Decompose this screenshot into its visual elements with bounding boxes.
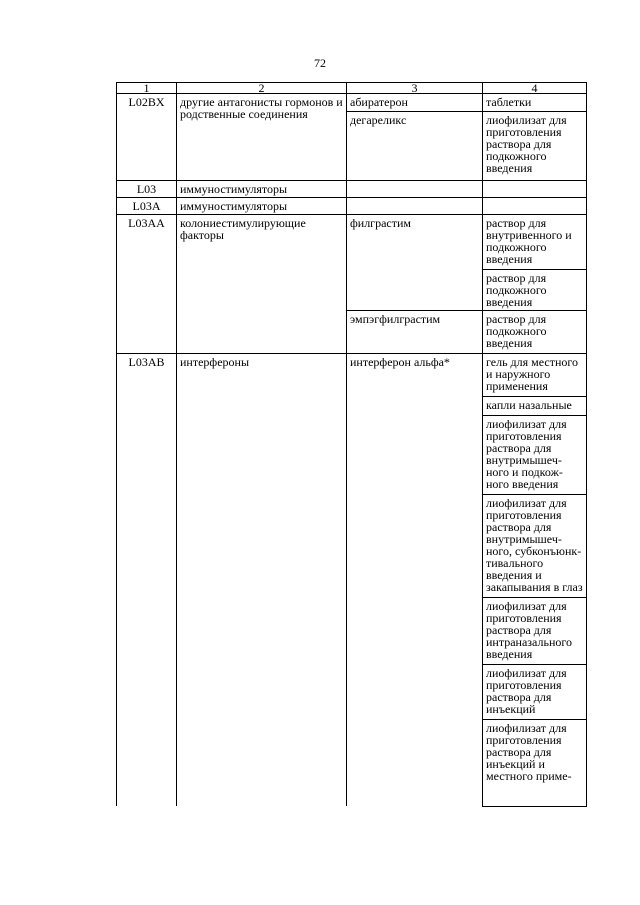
drug-name: эмпэгфилграстим — [347, 311, 483, 354]
page-number: 72 — [314, 56, 326, 70]
group-name: иммуностимуляторы — [177, 181, 347, 198]
atc-code: L03A — [117, 198, 177, 215]
table-row — [117, 198, 587, 215]
dosage-form: лиофилизат для приготовления раствора для инъекций — [483, 664, 586, 715]
group-name: интерфероны — [177, 354, 347, 807]
group-name: иммуностимуляторы — [177, 198, 347, 215]
group-name: другие антагонисты гормонов и родственные соединения — [177, 94, 347, 181]
dosage-form: раствор для внутривенного и подкожного введения — [486, 216, 572, 266]
dosage-form: лиофилизат для приготовления раствора для инъекций и местного приме- — [483, 719, 586, 782]
table-row — [117, 215, 587, 311]
atc-code: L03AA — [117, 215, 177, 354]
column-header-1: 1 — [117, 83, 177, 94]
dosage-form: лиофилизат для приготовления раствора для интраназального введения — [483, 597, 586, 660]
group-name: колониестимулирующие факторы — [177, 215, 347, 354]
dosage-form: раствор для подкожного введения — [483, 269, 586, 308]
dosage-form — [483, 198, 587, 215]
dosage-form-cell — [483, 215, 587, 311]
drug-name — [347, 181, 483, 198]
column-header-2: 2 — [177, 83, 347, 94]
table-row — [117, 354, 587, 807]
drug-name — [347, 198, 483, 215]
dosage-form — [483, 181, 587, 198]
dosage-form: лиофилизат для приготовления раствора для подкожного введения — [483, 112, 587, 181]
drug-name: филграстим — [347, 215, 483, 311]
table-row — [117, 94, 587, 112]
dosage-form: раствор для подкожного введения — [483, 311, 587, 354]
header-row — [117, 83, 587, 94]
dosage-form: капли назальные — [483, 396, 586, 411]
drug-name: дегареликс — [347, 112, 483, 181]
column-header-3: 3 — [347, 83, 483, 94]
drug-name: интерферон альфа* — [347, 354, 483, 807]
atc-code: L02BX — [117, 94, 177, 181]
dosage-form-cell — [483, 354, 587, 807]
dosage-form: гель для местного и наружного применения — [486, 355, 578, 393]
atc-code: L03AB — [117, 354, 177, 807]
table-row — [117, 181, 587, 198]
column-header-4: 4 — [483, 83, 587, 94]
drug-name: абиратерон — [347, 94, 483, 112]
drug-table — [116, 82, 587, 807]
dosage-form: таблетки — [483, 94, 587, 112]
dosage-form: лиофилизат для приготовления раствора для внутримышеч-ного, субконъюнк-тивального введения и закапывания в глаз — [483, 494, 586, 593]
atc-code: L03 — [117, 181, 177, 198]
dosage-form: лиофилизат для приготовления раствора для внутримышеч-ного и подкож-ного введения — [483, 415, 586, 490]
